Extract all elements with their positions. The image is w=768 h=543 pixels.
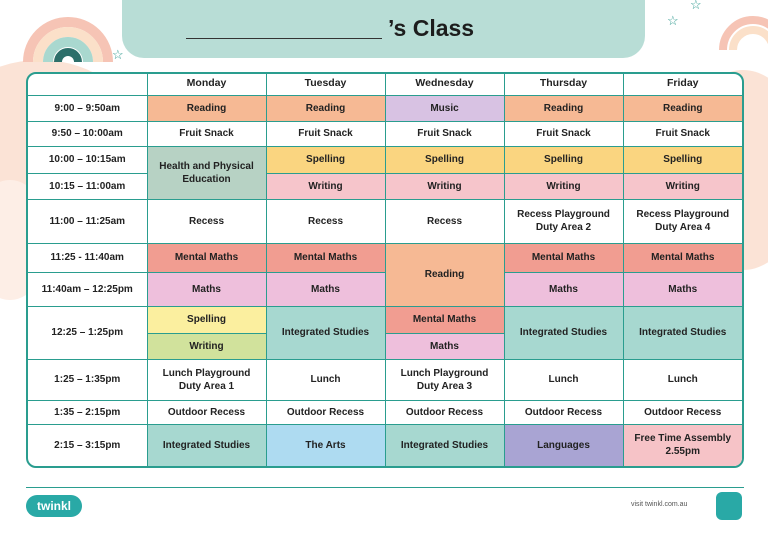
lesson-cell: Maths	[266, 272, 385, 306]
header-row	[28, 74, 742, 95]
day-header: Monday	[147, 74, 266, 95]
time-cell: 10:15 – 11:00am	[28, 173, 147, 199]
page-title: ’s Class	[388, 15, 475, 41]
star-icon: ☆	[112, 47, 124, 62]
time-cell: 10:00 – 10:15am	[28, 146, 147, 173]
lesson-cell: Fruit Snack	[504, 121, 623, 146]
star-icon: ☆	[667, 13, 679, 28]
lesson-cell: Spelling	[504, 146, 623, 173]
lesson-cell: Spelling	[623, 146, 742, 173]
table-row	[28, 121, 742, 146]
rainbow-icon	[718, 0, 768, 50]
lesson-cell: Writing	[623, 173, 742, 199]
time-cell: 9:00 – 9:50am	[28, 95, 147, 121]
lesson-cell: Maths	[385, 333, 504, 359]
lesson-cell: Outdoor Recess	[266, 400, 385, 424]
lesson-cell: Lunch	[504, 359, 623, 400]
lesson-cell: Spelling	[385, 146, 504, 173]
lesson-cell: Maths	[504, 272, 623, 306]
twinkl-logo[interactable]: twinkl	[26, 495, 82, 517]
lesson-cell: Integrated Studies	[266, 306, 385, 359]
lesson-cell: Fruit Snack	[266, 121, 385, 146]
table-row	[28, 359, 742, 400]
table-row	[28, 306, 742, 333]
day-header: Friday	[623, 74, 742, 95]
table-row	[28, 173, 742, 199]
lesson-cell: Mental Maths	[147, 243, 266, 272]
lesson-cell: Outdoor Recess	[147, 400, 266, 424]
table-row	[28, 146, 742, 173]
lesson-cell: Fruit Snack	[147, 121, 266, 146]
lesson-cell: Writing	[504, 173, 623, 199]
lesson-cell: Languages	[504, 424, 623, 466]
lesson-cell: Writing	[266, 173, 385, 199]
time-cell: 2:15 – 3:15pm	[28, 424, 147, 466]
quality-badge-icon	[716, 492, 742, 520]
corner-cell	[28, 74, 147, 95]
lesson-cell: Recess	[385, 199, 504, 243]
table-row	[28, 95, 742, 121]
lesson-cell: Health and Physical Education	[147, 146, 266, 199]
timetable	[26, 72, 744, 468]
lesson-cell: Writing	[385, 173, 504, 199]
lesson-cell: Spelling	[147, 306, 266, 333]
time-cell: 11:25 - 11:40am	[28, 243, 147, 272]
lesson-cell: Reading	[385, 243, 504, 306]
time-cell: 12:25 – 1:25pm	[28, 306, 147, 359]
table-row	[28, 400, 742, 424]
lesson-cell: Free Time Assembly 2.55pm	[623, 424, 742, 466]
lesson-cell: Mental Maths	[623, 243, 742, 272]
lesson-cell: Outdoor Recess	[385, 400, 504, 424]
time-cell: 11:40am – 12:25pm	[28, 272, 147, 306]
lesson-cell: Writing	[147, 333, 266, 359]
rainbow-icon	[18, 0, 118, 62]
lesson-cell: Outdoor Recess	[504, 400, 623, 424]
lesson-cell: Mental Maths	[266, 243, 385, 272]
lesson-cell: Lunch	[266, 359, 385, 400]
timetable-grid	[28, 74, 742, 466]
lesson-cell: Reading	[266, 95, 385, 121]
lesson-cell: Lunch Playground Duty Area 1	[147, 359, 266, 400]
time-cell: 11:00 – 11:25am	[28, 199, 147, 243]
lesson-cell: Fruit Snack	[385, 121, 504, 146]
day-header: Wednesday	[385, 74, 504, 95]
day-header: Tuesday	[266, 74, 385, 95]
lesson-cell: Recess Playground Duty Area 4	[623, 199, 742, 243]
table-row	[28, 199, 742, 243]
lesson-cell: Fruit Snack	[623, 121, 742, 146]
footer-divider	[26, 487, 744, 488]
time-cell: 1:35 – 2:15pm	[28, 400, 147, 424]
star-icon: ☆	[690, 0, 702, 12]
lesson-cell: Reading	[147, 95, 266, 121]
lesson-cell: Mental Maths	[504, 243, 623, 272]
lesson-cell: The Arts	[266, 424, 385, 466]
lesson-cell: Lunch Playground Duty Area 3	[385, 359, 504, 400]
day-header: Thursday	[504, 74, 623, 95]
lesson-cell: Integrated Studies	[504, 306, 623, 359]
lesson-cell: Reading	[504, 95, 623, 121]
table-row	[28, 424, 742, 466]
time-cell: 1:25 – 1:35pm	[28, 359, 147, 400]
lesson-cell: Reading	[623, 95, 742, 121]
lesson-cell: Outdoor Recess	[623, 400, 742, 424]
lesson-cell: Spelling	[266, 146, 385, 173]
time-cell: 9:50 – 10:00am	[28, 121, 147, 146]
lesson-cell: Recess Playground Duty Area 2	[504, 199, 623, 243]
lesson-cell: Maths	[623, 272, 742, 306]
lesson-cell: Music	[385, 95, 504, 121]
table-row	[28, 243, 742, 272]
lesson-cell: Maths	[147, 272, 266, 306]
title-banner	[122, 0, 645, 58]
lesson-cell: Mental Maths	[385, 306, 504, 333]
lesson-cell: Integrated Studies	[147, 424, 266, 466]
name-blank-line	[186, 38, 382, 39]
lesson-cell: Integrated Studies	[623, 306, 742, 359]
lesson-cell: Recess	[266, 199, 385, 243]
lesson-cell: Recess	[147, 199, 266, 243]
lesson-cell: Integrated Studies	[385, 424, 504, 466]
footer-url[interactable]: visit twinkl.com.au	[631, 501, 688, 508]
lesson-cell: Lunch	[623, 359, 742, 400]
